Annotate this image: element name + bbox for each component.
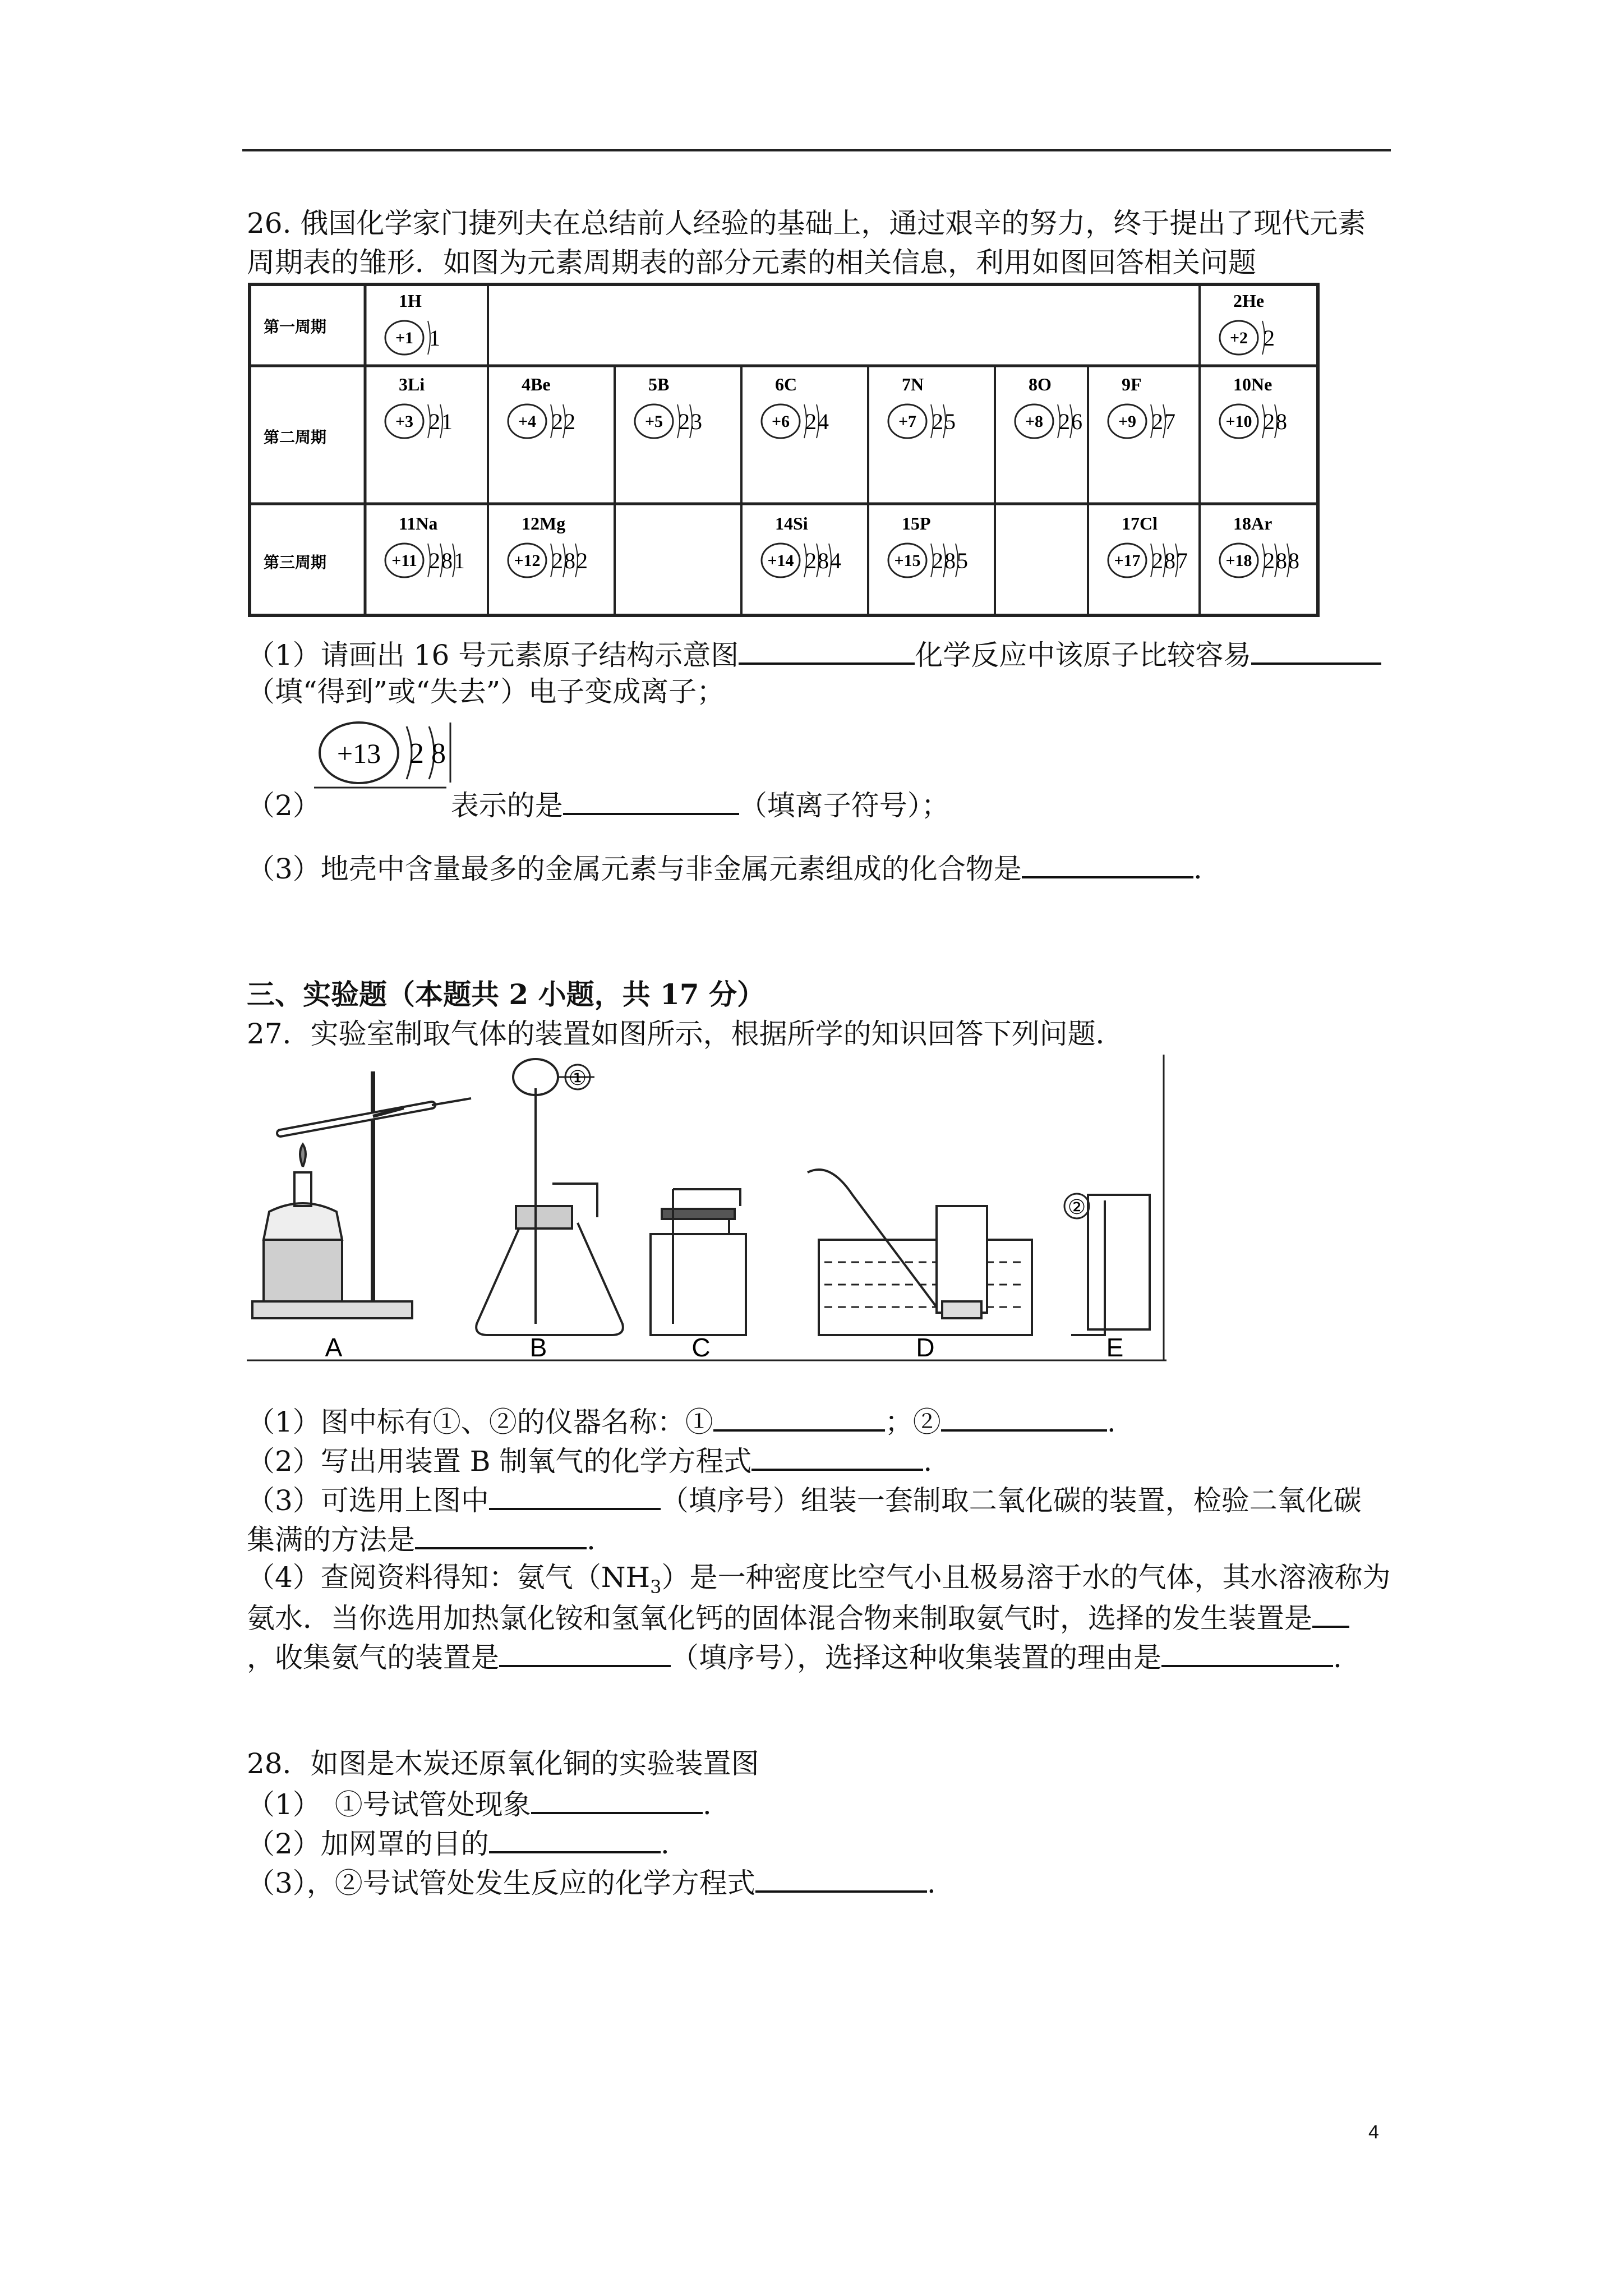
element-nucleus-charge: +11 [391,551,417,570]
answer-blank-q27-4c[interactable] [1161,1636,1333,1667]
shell-electron-count: 2 [1264,548,1275,573]
element-nucleus-charge: +15 [894,551,921,570]
q27-part2-end: . [923,1445,933,1478]
element-symbol: 2He [1233,291,1265,311]
shell-electron-count: 4 [818,409,829,434]
q27-part3-end: . [587,1524,596,1556]
element-symbol: 4Be [522,374,551,394]
element-nucleus-charge: +8 [1025,412,1044,431]
q27-part1-line [247,1400,1116,1442]
answer-blank-q26-1b[interactable] [1251,633,1381,665]
shell-electron-count: 8 [441,548,453,573]
q28-intro: 28．如图是木炭还原氧化铜的实验装置图 [247,1747,759,1780]
shell-electron-count: 2 [1152,409,1163,434]
element-nucleus-charge: +7 [898,412,917,431]
element-symbol: 12Mg [522,513,566,533]
shell-electron-count: 7 [1177,548,1188,573]
element-nucleus-charge: +9 [1118,412,1137,431]
shell-electron-count: 8 [1288,548,1299,573]
shell-electron-count: 4 [830,548,841,573]
q26-part1-line1 [247,633,1381,675]
answer-blank-q28-3[interactable] [755,1861,927,1893]
answer-blank-q27-1b[interactable] [941,1400,1107,1432]
answer-blank-q26-3[interactable] [1022,847,1193,878]
q27-part4-line2 [247,1596,1349,1639]
shell-electron-count: 1 [454,548,465,573]
q26-part2-text-a: （2） [247,789,321,822]
q26-part3-end: . [1193,853,1202,885]
shell-electron-count: 8 [1276,409,1287,434]
shell-electron-count: 7 [1164,409,1175,434]
element-nucleus-charge: +4 [518,412,537,431]
shell-electron-count: 8 [1276,548,1287,573]
answer-blank-q27-3b[interactable] [415,1518,587,1549]
shell-electron-count: 2 [429,409,440,434]
row-label-period1: 第一周期 [264,318,327,336]
element-symbol: 18Ar [1233,513,1272,533]
element-nucleus-charge: +12 [514,551,541,570]
element-nucleus-charge: +14 [767,551,794,570]
element-symbol: 15P [902,513,931,533]
element-symbol: 14Si [775,513,808,533]
figure-label-b: B [529,1333,547,1362]
q28-part2-text: （2）加网罩的目的 [247,1828,489,1860]
element-nucleus-charge: +6 [771,412,790,431]
q28-part3-line [247,1861,936,1903]
element-nucleus-charge: +3 [395,412,414,431]
q26-intro-line1: 26. 俄国化学家门捷列夫在总结前人经验的基础上，通过艰辛的努力，终于提出了现代元素 [247,207,1366,240]
shell-electron-count: 8 [564,548,575,573]
q27-part1-end: . [1106,1406,1116,1438]
q27-part4-text-c: 氨水．当你选用加热氯化铵和氢氧化钙的固体混合物来制取氨气时，选择的发生装置是 [247,1602,1312,1635]
q27-part4-text-a: （4）查阅资料得知：氨气（NH [247,1561,651,1594]
answer-blank-q27-2[interactable] [751,1439,923,1471]
apparatus-b [476,1059,623,1335]
element-nucleus-charge: +2 [1229,329,1248,347]
element-symbol: 8O [1029,374,1052,394]
q26-part1-text-b: 化学反应中该原子比较容易 [915,639,1252,671]
element-symbol: 6C [775,374,797,394]
shell-electron-count: 2 [1059,409,1070,434]
q27-part1-text-b: ；② [884,1406,941,1438]
figure-label-c: C [691,1333,711,1362]
q26-part1-text-a: （1）请画出 16 号元素原子结构示意图 [247,639,739,671]
q27-part3-line1 [247,1479,1362,1521]
figure-label-e: E [1106,1333,1124,1362]
q28-part1-text: （1） ①号试管处现象 [247,1788,531,1821]
answer-blank-q27-3a[interactable] [489,1479,661,1510]
shell-electron-count: 2 [564,409,575,434]
q28-part1-line [247,1783,712,1825]
shell-electron-count: 1 [441,409,453,434]
shell-electron-count: 3 [691,409,702,434]
answer-blank-q27-1a[interactable] [713,1400,885,1432]
row-label-period2: 第二周期 [264,428,327,447]
q27-part4-line3 [247,1636,1342,1678]
q27-part2-text: （2）写出用装置 B 制氧气的化学方程式 [247,1445,752,1478]
element-symbol: 9F [1122,374,1142,394]
apparatus-c [651,1189,746,1335]
q27-part3-text-b: （填序号）组装一套制取二氧化碳的装置，检验二氧化碳 [660,1484,1362,1517]
ion-shell-label: 2 8 [409,738,446,770]
shell-electron-count: 6 [1071,409,1082,434]
shell-electron-count: 2 [1264,325,1275,351]
shell-electron-count: 2 [932,409,943,434]
q27-part3-text-a: （3）可选用上图中 [247,1484,489,1517]
shell-electron-count: 8 [944,548,956,573]
nh3-subscript: 3 [650,1576,662,1598]
q27-part2-line [247,1439,932,1481]
shell-electron-count: 2 [577,548,588,573]
shell-electron-count: 2 [805,409,817,434]
q28-part1-end: . [702,1788,712,1821]
answer-blank-q26-1a[interactable] [739,633,915,665]
shell-electron-count: 2 [1264,409,1275,434]
figure-label-d: D [916,1333,935,1362]
q26-part3-text-a: （3）地壳中含量最多的金属元素与非金属元素组成的化合物是 [247,853,1022,885]
ion-nucleus-label: +13 [336,738,381,769]
q26-part3-line [247,847,1202,889]
shell-electron-count: 8 [1164,548,1175,573]
q26-part1-line2: （填“得到”或“失去”）电子变成离子； [247,675,725,708]
figure-label-a: A [325,1333,343,1362]
q26-part2-text-b: 表示的是 [450,789,563,822]
shell-electron-count: 2 [932,548,943,573]
answer-blank-q27-4a[interactable] [1312,1596,1349,1628]
periodic-table [247,283,1321,618]
q27-part4-end: . [1333,1641,1342,1674]
element-nucleus-charge: +17 [1114,551,1141,570]
q27-part3-text-c: 集满的方法是 [247,1524,415,1556]
shell-electron-count: 5 [957,548,968,573]
element-symbol: 17Cl [1122,513,1158,533]
answer-blank-q28-2[interactable] [489,1822,661,1853]
element-symbol: 10Ne [1233,374,1272,394]
ion-structure-diagram [314,718,460,791]
q27-part4-text-e: （填序号），选择这种收集装置的理由是 [671,1641,1161,1674]
shell-electron-count: 2 [805,548,817,573]
shell-electron-count: 2 [1152,548,1163,573]
shell-electron-count: 1 [429,325,440,351]
element-nucleus-charge: +5 [644,412,663,431]
q27-intro: 27．实验室制取气体的装置如图所示，根据所学的知识回答下列问题． [247,1018,1124,1050]
shell-electron-count: 5 [944,409,956,434]
shell-electron-count: 2 [679,409,690,434]
element-nucleus-charge: +10 [1225,412,1252,431]
shell-electron-count: 8 [818,548,829,573]
marker-1: ① [568,1067,587,1090]
q27-part1-text-a: （1）图中标有①、②的仪器名称：① [247,1406,713,1438]
answer-blank-q27-4b[interactable] [499,1636,671,1667]
q28-part3-text: （3），②号试管处发生反应的化学方程式 [247,1867,755,1899]
element-nucleus-charge: +18 [1225,551,1252,570]
q28-part2-line [247,1822,670,1864]
header-rule [242,149,1391,151]
q28-part3-end: . [926,1867,936,1899]
q27-part4-text-b: ）是一种密度比空气小且极易溶于水的气体，其水溶液称为 [661,1561,1391,1594]
gas-apparatus-figure [247,1055,1166,1363]
shell-electron-count: 2 [552,409,563,434]
element-symbol: 7N [902,374,924,394]
page-number: 4 [1368,2122,1379,2143]
element-symbol: 5B [648,374,670,394]
element-nucleus-charge: +1 [395,329,414,347]
answer-blank-q26-2[interactable] [563,784,739,815]
apparatus-a [252,1071,471,1318]
shell-electron-count: 2 [552,548,563,573]
element-symbol: 11Na [399,513,438,533]
answer-blank-q28-1[interactable] [531,1783,703,1814]
row-label-period3: 第三周期 [264,553,327,572]
q28-part2-end: . [660,1828,670,1860]
q26-intro-line2: 周期表的雏形．如图为元素周期表的部分元素的相关信息，利用如图回答相关问题 [247,246,1256,279]
q26-part2-line [247,784,949,826]
q26-part2-text-c: （填离子符号）； [739,789,949,822]
q27-part3-line2 [247,1518,596,1560]
shell-electron-count: 2 [429,548,440,573]
marker-2: ② [1067,1196,1086,1219]
element-symbol: 3Li [399,374,425,394]
q27-part4-text-d: ，收集氨气的装置是 [247,1641,499,1674]
element-symbol: 1H [399,291,422,311]
apparatus-d [808,1170,1032,1335]
section-heading-experiments: 三、实验题（本题共 2 小题，共 17 分） [247,978,765,1011]
